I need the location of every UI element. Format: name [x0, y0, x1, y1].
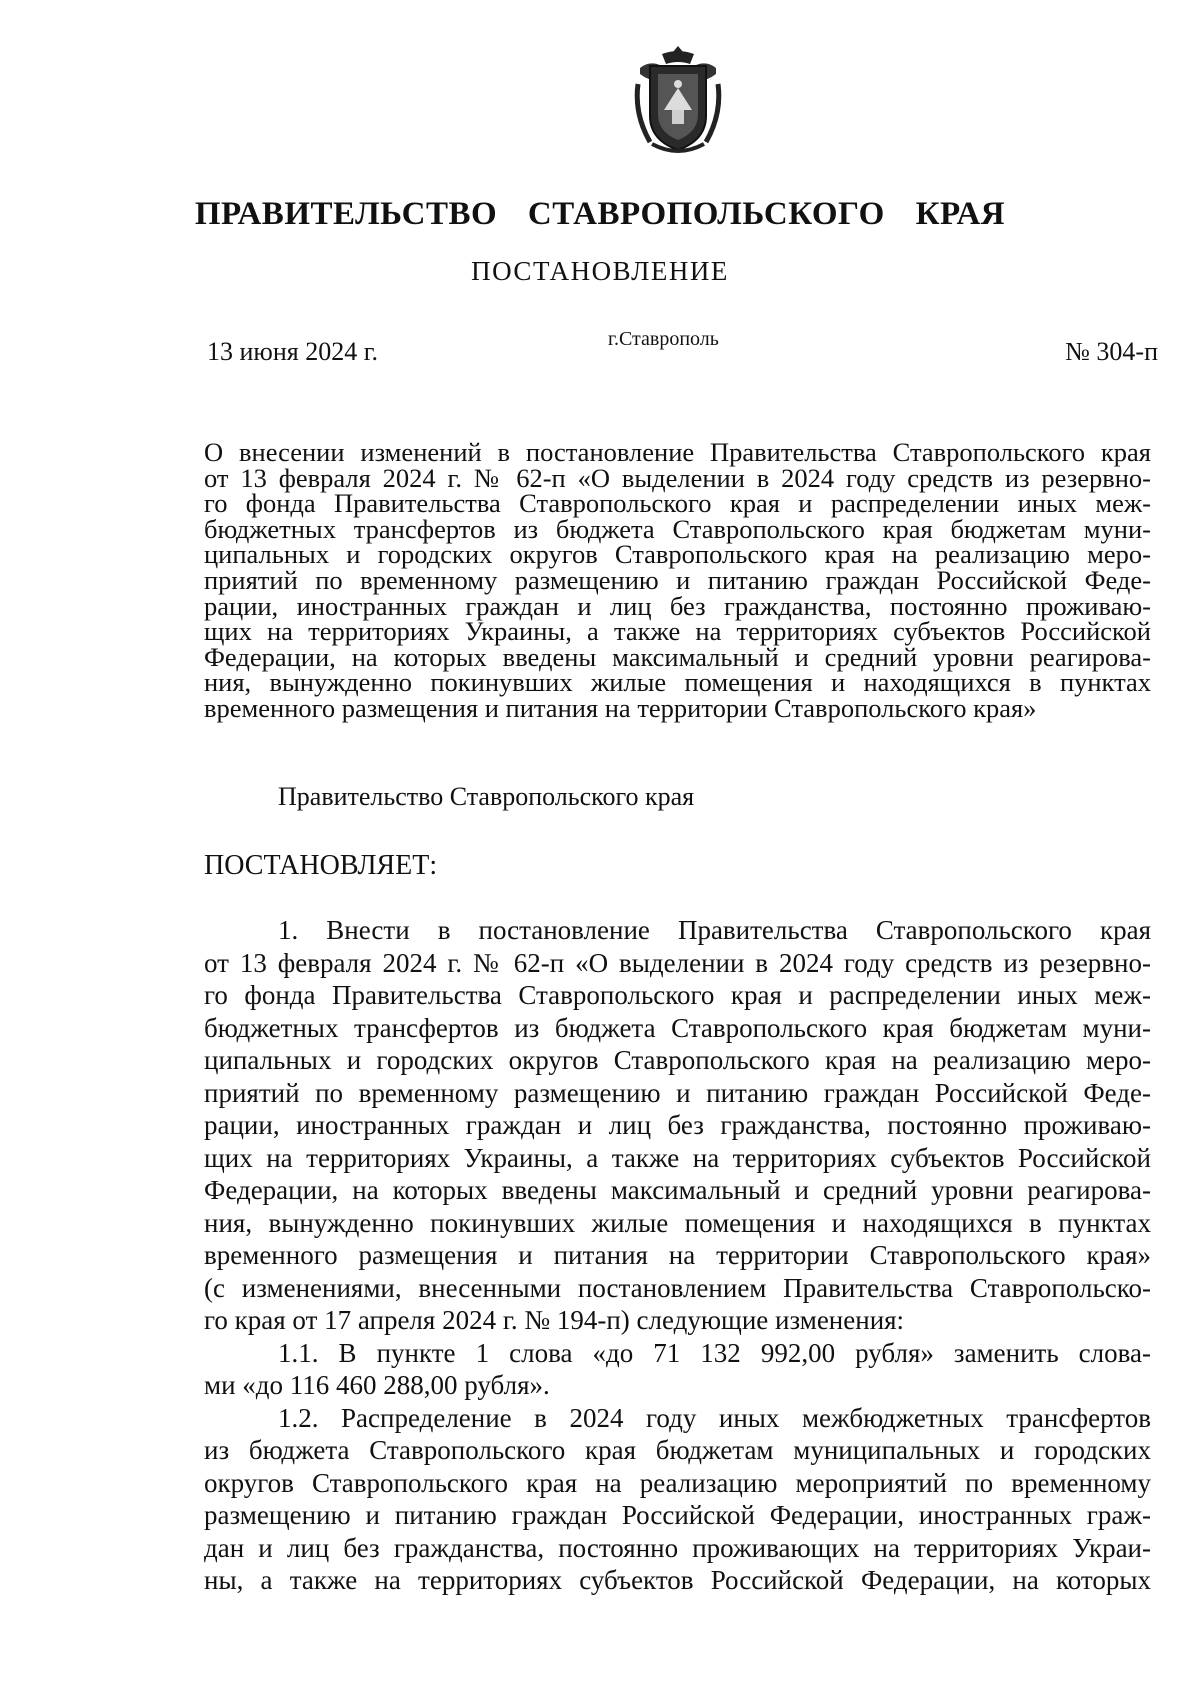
subject-line: рации, иностранных граждан и лиц без гражданства, постоянно проживаю-	[204, 590, 1151, 621]
subject-line: О внесении изменений в постановление Правительства Ставропольского края	[204, 437, 1151, 467]
body-line: дан и лиц без гражданства, постоянно проживающих на территориях Украи-	[204, 1532, 1151, 1563]
body-line: временного размещения и питания на территории Ставропольского края»	[204, 1240, 1151, 1270]
document-body	[204, 914, 1151, 1597]
body-line: (с изменениями, внесенными постановлением Правительства Ставропольско-	[204, 1272, 1151, 1303]
body-line: го фонда Правительства Ставропольского края и распределении иных меж-	[204, 980, 1151, 1010]
body-line: ми «до 116 460 288,00 рубля».	[204, 1370, 550, 1400]
subject-line: от 13 февраля 2024 г. № 62-п «О выделении в 2024 году средств из резервно-	[204, 462, 1151, 493]
body-line: от 13 февраля 2024 г. № 62-п «О выделении в 2024 году средств из резервно-	[204, 947, 1151, 978]
body-line: 1.1. В пункте 1 слова «до 71 132 992,00 рубля» заменить слова-	[278, 1337, 1151, 1368]
subject-line: щих на территориях Украины, а также на территориях субъектов Российской	[204, 616, 1151, 647]
body-line: бюджетных трансфертов из бюджета Ставропольского края бюджетам муни-	[204, 1012, 1151, 1043]
body-line: из бюджета Ставропольского края бюджетам муниципальных и городских	[204, 1435, 1151, 1465]
body-line: 1. Внести в постановление Правительства Ставропольского края	[278, 915, 1151, 945]
organization-title: ПРАВИТЕЛЬСТВО СТАВРОПОЛЬСКОГО КРАЯ	[194, 196, 1006, 232]
document-number: № 304-п	[1065, 337, 1158, 366]
subject-line: приятий по временному размещению и питанию граждан Российской Феде-	[204, 564, 1151, 595]
subject-line: ния, вынужденно покинувших жилые помещения и находящихся в пунктах	[204, 667, 1151, 698]
document-date: 13 июня 2024 г.	[207, 337, 378, 366]
body-line: щих на территориях Украины, а также на территориях субъектов Российской	[204, 1142, 1151, 1173]
body-line: ны, а также на территориях субъектов Российской Федерации, на которых	[204, 1565, 1151, 1595]
subject-line: го фонда Правительства Ставропольского края и распределении иных меж-	[204, 488, 1151, 519]
document-type: ПОСТАНОВЛЕНИЕ	[471, 256, 729, 286]
body-line: рации, иностранных граждан и лиц без гражданства, постоянно проживаю-	[204, 1110, 1151, 1140]
subject-line: временного размещения и питания на территории Ставропольского края»	[204, 692, 1037, 723]
body-line: округов Ставропольского края на реализацию мероприятий по временному	[204, 1467, 1151, 1498]
body-line: 1.2. Распределение в 2024 году иных межбюджетных трансфертов	[278, 1402, 1151, 1433]
body-line: Федерации, на которых введены максимальный и средний уровни реагирова-	[204, 1175, 1151, 1205]
body-line: го края от 17 апреля 2024 г. № 194-п) следующие изменения:	[204, 1305, 905, 1335]
coat-of-arms-emblem	[632, 44, 724, 156]
subject-line: Федерации, на которых введены максимальный и средний уровни реагирова-	[204, 641, 1151, 672]
subject-line: ципальных и городских округов Ставропольского края на реализацию меро-	[204, 539, 1151, 570]
preamble-resolves: ПОСТАНОВЛЯЕТ:	[204, 850, 438, 881]
body-line: ния, вынужденно покинувших жилые помещения и находящихся в пунктах	[204, 1207, 1151, 1238]
subject-line: бюджетных трансфертов из бюджета Ставропольского края бюджетам муни-	[204, 513, 1151, 544]
preamble-government: Правительство Ставропольского края	[278, 782, 695, 811]
body-line: приятий по временному размещению и питанию граждан Российской Феде-	[204, 1077, 1151, 1108]
document-subject	[204, 437, 1151, 723]
body-line: размещению и питанию граждан Российской Федерации, иностранных граж-	[204, 1500, 1151, 1530]
document-city: г.Ставрополь	[608, 328, 719, 350]
body-line: ципальных и городских округов Ставропольского края на реализацию меро-	[204, 1045, 1151, 1075]
